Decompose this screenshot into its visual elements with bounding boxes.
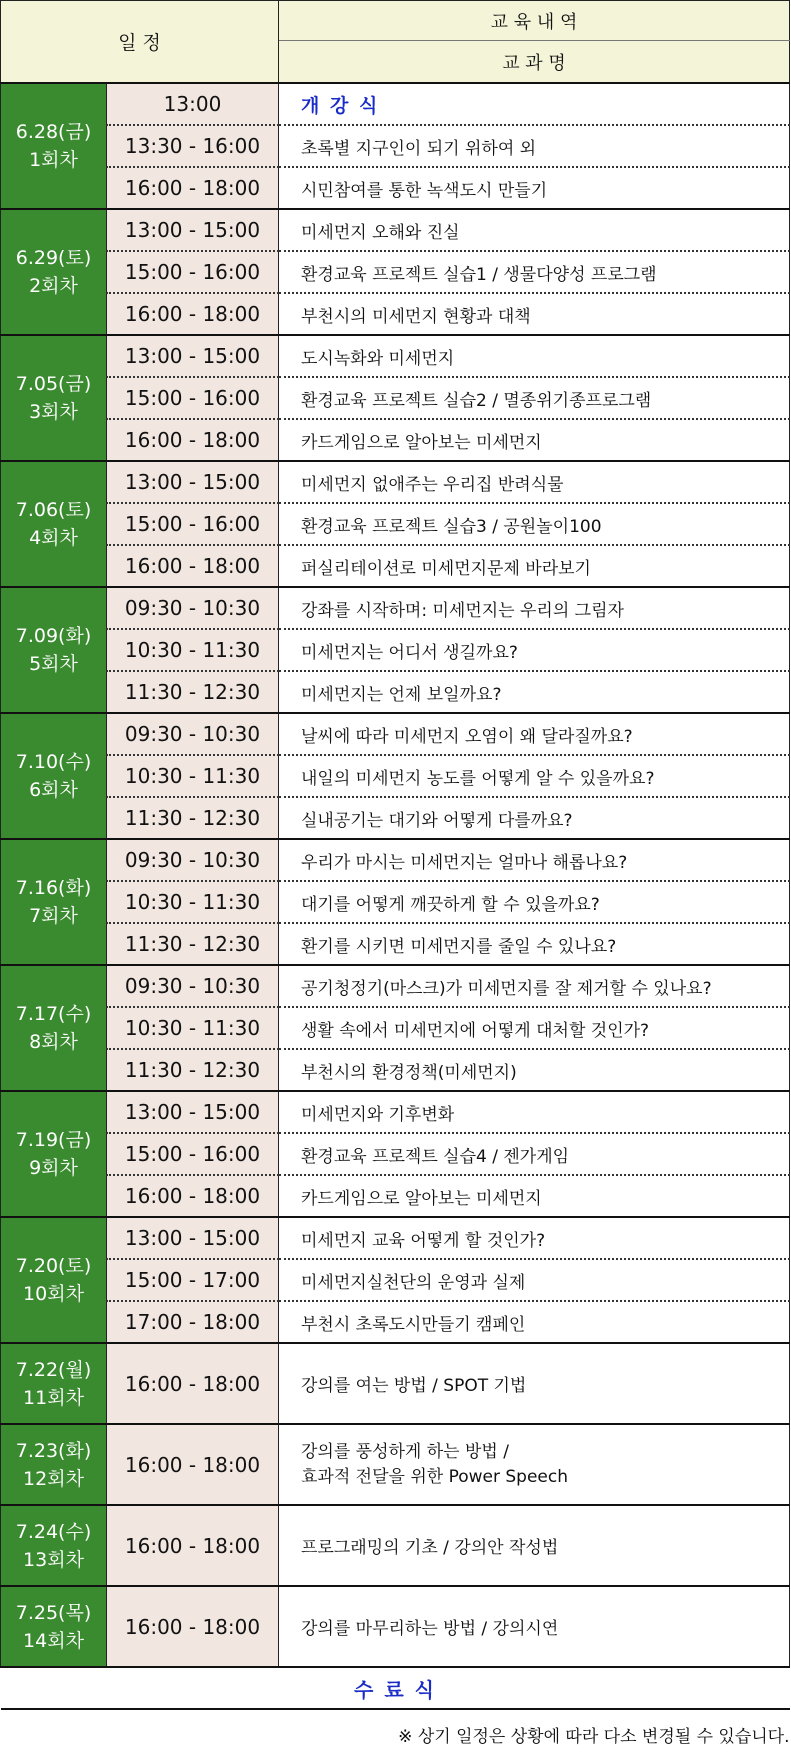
session-cell	[1, 209, 107, 335]
schedule-row	[1, 1217, 790, 1259]
time-cell: 15:00 - 16:00	[107, 377, 279, 419]
course-title: 카드게임으로 알아보는 미세먼지	[279, 419, 790, 461]
session-cell	[1, 1505, 107, 1586]
course-title: 환경교육 프로젝트 실습3 / 공원놀이100	[279, 503, 790, 545]
time-cell: 11:30 - 12:30	[107, 797, 279, 839]
course-title: 미세먼지는 언제 보일까요?	[279, 671, 790, 713]
course-title: 날씨에 따라 미세먼지 오염이 왜 달라질까요?	[279, 713, 790, 755]
course-title: 내일의 미세먼지 농도를 어떻게 알 수 있을까요?	[279, 755, 790, 797]
course-title: 초록별 지구인이 되기 위하여 외	[279, 125, 790, 167]
time-cell: 13:00	[107, 83, 279, 125]
session-cell	[1, 1586, 107, 1667]
time-cell: 16:00 - 18:00	[107, 167, 279, 209]
session-date: 6.29(토)	[15, 247, 92, 269]
time-cell: 15:00 - 17:00	[107, 1259, 279, 1301]
schedule-row	[1, 167, 790, 209]
session-date: 7.22(월)	[15, 1358, 92, 1381]
schedule-row	[1, 713, 790, 755]
session-number: 2회차	[29, 275, 78, 297]
schedule-row	[1, 1175, 790, 1217]
session-number: 1회차	[29, 149, 78, 171]
course-title: 강의를 마무리하는 방법 / 강의시연	[279, 1586, 790, 1667]
schedule-row	[1, 545, 790, 587]
session-date: 6.28(금)	[15, 121, 92, 143]
session-number: 3회차	[29, 401, 78, 423]
time-cell: 13:00 - 15:00	[107, 209, 279, 251]
session-number: 13회차	[23, 1548, 84, 1571]
schedule-row	[1, 755, 790, 797]
course-title: 강좌를 시작하며: 미세먼지는 우리의 그림자	[279, 587, 790, 629]
time-cell: 09:30 - 10:30	[107, 713, 279, 755]
time-cell: 16:00 - 18:00	[107, 293, 279, 335]
time-cell: 13:30 - 16:00	[107, 125, 279, 167]
session-date: 7.17(수)	[15, 1003, 92, 1025]
course-title: 생활 속에서 미세먼지에 어떻게 대처할 것인가?	[279, 1007, 790, 1049]
time-cell: 09:30 - 10:30	[107, 587, 279, 629]
time-cell: 13:00 - 15:00	[107, 461, 279, 503]
schedule-row	[1, 587, 790, 629]
time-cell: 16:00 - 18:00	[107, 545, 279, 587]
session-date: 7.09(화)	[15, 625, 92, 647]
time-cell: 15:00 - 16:00	[107, 1133, 279, 1175]
schedule-row	[1, 209, 790, 251]
course-title: 부천시 초록도시만들기 캠페인	[279, 1301, 790, 1343]
session-number: 10회차	[23, 1283, 84, 1305]
schedule-row	[1, 629, 790, 671]
session-cell	[1, 1343, 107, 1424]
closing-ceremony-row	[1, 1667, 790, 1709]
session-number: 11회차	[23, 1386, 84, 1409]
schedule-row	[1, 1259, 790, 1301]
schedule-row	[1, 1505, 790, 1586]
schedule-row	[1, 881, 790, 923]
session-cell	[1, 335, 107, 461]
course-title: 시민참여를 통한 녹색도시 만들기	[279, 167, 790, 209]
session-cell	[1, 965, 107, 1091]
time-cell: 16:00 - 18:00	[107, 419, 279, 461]
course-title: 환경교육 프로젝트 실습2 / 멸종위기종프로그램	[279, 377, 790, 419]
schedule-row	[1, 251, 790, 293]
time-cell: 16:00 - 18:00	[107, 1505, 279, 1586]
schedule-row	[1, 965, 790, 1007]
course-title: 미세먼지 없애주는 우리집 반려식물	[279, 461, 790, 503]
time-cell: 13:00 - 15:00	[107, 1091, 279, 1133]
schedule-row	[1, 377, 790, 419]
course-title: 부천시의 환경정책(미세먼지)	[279, 1049, 790, 1091]
time-cell: 10:30 - 11:30	[107, 1007, 279, 1049]
course-title: 퍼실리테이션로 미세먼지문제 바라보기	[279, 545, 790, 587]
session-number: 9회차	[29, 1157, 78, 1179]
course-title: 환경교육 프로젝트 실습1 / 생물다양성 프로그램	[279, 251, 790, 293]
course-title	[279, 83, 790, 125]
course-title: 실내공기는 대기와 어떻게 다를까요?	[279, 797, 790, 839]
time-cell: 16:00 - 18:00	[107, 1343, 279, 1424]
time-cell: 09:30 - 10:30	[107, 839, 279, 881]
schedule-row	[1, 335, 790, 377]
time-cell: 15:00 - 16:00	[107, 251, 279, 293]
schedule-row	[1, 293, 790, 335]
session-date: 7.20(토)	[15, 1255, 92, 1277]
header-schedule: 일 정	[1, 1, 279, 84]
time-cell: 11:30 - 12:30	[107, 1049, 279, 1091]
session-number: 5회차	[29, 653, 78, 675]
session-cell	[1, 839, 107, 965]
session-cell	[1, 713, 107, 839]
time-cell: 10:30 - 11:30	[107, 881, 279, 923]
session-date: 7.23(화)	[15, 1439, 92, 1462]
session-number: 14회차	[23, 1629, 84, 1652]
session-number: 12회차	[23, 1467, 84, 1490]
schedule-row	[1, 1091, 790, 1133]
course-title: 미세먼지와 기후변화	[279, 1091, 790, 1133]
header-content: 교 육 내 역	[279, 1, 790, 41]
schedule-row	[1, 503, 790, 545]
course-title: 우리가 마시는 미세먼지는 얼마나 해롭나요?	[279, 839, 790, 881]
session-cell	[1, 1217, 107, 1343]
course-title: 미세먼지 오해와 진실	[279, 209, 790, 251]
course-title: 미세먼지 교육 어떻게 할 것인가?	[279, 1217, 790, 1259]
time-cell: 11:30 - 12:30	[107, 923, 279, 965]
session-number: 4회차	[29, 527, 78, 549]
session-date: 7.10(수)	[15, 751, 92, 773]
schedule-row	[1, 1301, 790, 1343]
course-title: 공기청정기(마스크)가 미세먼지를 잘 제거할 수 있나요?	[279, 965, 790, 1007]
schedule-row	[1, 83, 790, 125]
session-date: 7.16(화)	[15, 877, 92, 899]
time-cell: 13:00 - 15:00	[107, 1217, 279, 1259]
course-title: 대기를 어떻게 깨끗하게 할 수 있을까요?	[279, 881, 790, 923]
time-cell: 17:00 - 18:00	[107, 1301, 279, 1343]
course-title-line: 효과적 전달을 위한 Power Speech	[301, 1466, 569, 1487]
time-cell: 10:30 - 11:30	[107, 629, 279, 671]
session-cell	[1, 83, 107, 209]
schedule-note: ※ 상기 일정은 상황에 따라 다소 변경될 수 있습니다.	[398, 1726, 790, 1747]
schedule-row	[1, 1007, 790, 1049]
session-number: 8회차	[29, 1031, 78, 1053]
session-cell	[1, 461, 107, 587]
schedule-row	[1, 839, 790, 881]
schedule-row	[1, 1424, 790, 1505]
course-title: 미세먼지실천단의 운영과 실제	[279, 1259, 790, 1301]
course-title	[279, 1424, 790, 1505]
session-date: 7.05(금)	[15, 373, 92, 395]
schedule-row	[1, 125, 790, 167]
time-cell: 13:00 - 15:00	[107, 335, 279, 377]
course-title-line: 강의를 풍성하게 하는 방법 /	[301, 1441, 509, 1462]
header-course: 교 과 명	[279, 41, 790, 83]
schedule-row	[1, 923, 790, 965]
course-title: 카드게임으로 알아보는 미세먼지	[279, 1175, 790, 1217]
time-cell: 16:00 - 18:00	[107, 1586, 279, 1667]
course-title: 부천시의 미세먼지 현황과 대책	[279, 293, 790, 335]
course-title: 미세먼지는 어디서 생길까요?	[279, 629, 790, 671]
course-title: 환경교육 프로젝트 실습4 / 젠가게임	[279, 1133, 790, 1175]
course-title: 환기를 시키면 미세먼지를 줄일 수 있나요?	[279, 923, 790, 965]
course-title: 프로그래밍의 기초 / 강의안 작성법	[279, 1505, 790, 1586]
course-title: 강의를 여는 방법 / SPOT 기법	[279, 1343, 790, 1424]
schedule-row	[1, 419, 790, 461]
session-date: 7.19(금)	[15, 1129, 92, 1151]
time-cell: 16:00 - 18:00	[107, 1424, 279, 1505]
schedule-row	[1, 797, 790, 839]
schedule-row	[1, 461, 790, 503]
time-cell: 09:30 - 10:30	[107, 965, 279, 1007]
session-date: 7.06(토)	[15, 499, 92, 521]
closing-ceremony: 수 료 식	[354, 1677, 436, 1702]
session-number: 7회차	[29, 905, 78, 927]
session-cell	[1, 587, 107, 713]
session-number: 6회차	[29, 779, 78, 801]
time-cell: 15:00 - 16:00	[107, 503, 279, 545]
schedule-row	[1, 1133, 790, 1175]
time-cell: 16:00 - 18:00	[107, 1175, 279, 1217]
time-cell: 11:30 - 12:30	[107, 671, 279, 713]
session-cell	[1, 1091, 107, 1217]
schedule-row	[1, 1049, 790, 1091]
schedule-row	[1, 671, 790, 713]
course-title: 도시녹화와 미세먼지	[279, 335, 790, 377]
schedule-row	[1, 1586, 790, 1667]
time-cell: 10:30 - 11:30	[107, 755, 279, 797]
session-date: 7.24(수)	[15, 1520, 92, 1543]
schedule-row	[1, 1343, 790, 1424]
session-date: 7.25(목)	[15, 1601, 92, 1624]
opening-ceremony: 개 강 식	[301, 94, 380, 117]
session-cell	[1, 1424, 107, 1505]
